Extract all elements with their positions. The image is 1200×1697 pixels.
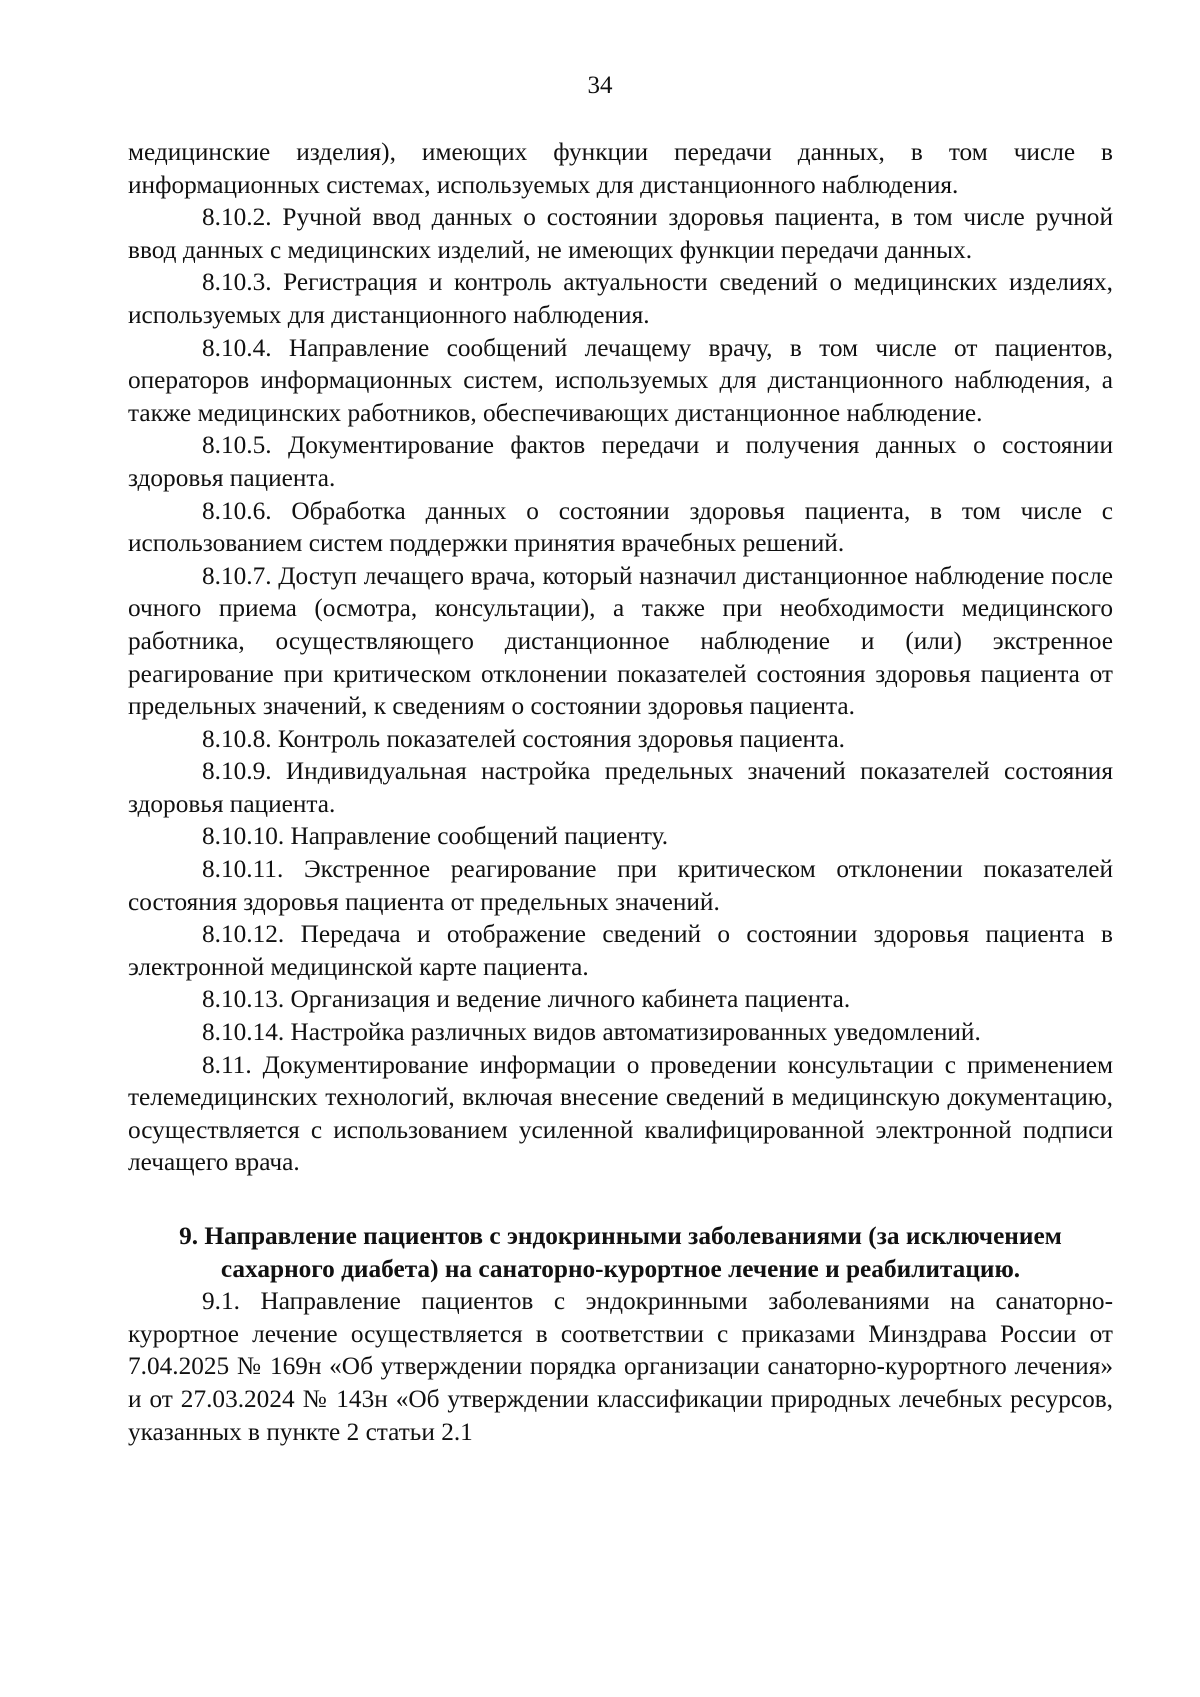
paragraph-8-10-9: 8.10.9. Индивидуальная настройка предельных значений показателей состояния здоровья пациента. xyxy=(128,757,1113,818)
paragraph-8-10-12: 8.10.12. Передача и отображение сведений о состоянии здоровья пациента в электронной медицинской карте пациента. xyxy=(128,920,1113,981)
paragraph-8-10-11: 8.10.11. Экстренное реагирование при критическом отклонении показателей состояния здоровья пациента от предельных значений. xyxy=(128,855,1113,916)
paragraph-8-10-10: 8.10.10. Направление сообщений пациенту. xyxy=(202,822,669,851)
paragraph-8-10-4: 8.10.4. Направление сообщений лечащему врачу, в том числе от пациентов, операторов информационных систем, используемых для дистанционного наблюдения, а также медицинских работников, обеспечивающих дистанционное наблюдение. xyxy=(128,333,1113,427)
paragraph-8-10-2: 8.10.2. Ручной ввод данных о состоянии здоровья пациента, в том числе ручной ввод данных с медицинских изделий, не имеющих функции передачи данных. xyxy=(128,203,1113,264)
paragraph-continuation: медицинские изделия), имеющих функции передачи данных, в том числе в информационных системах, используемых для дистанционного наблюдения. xyxy=(128,138,1113,199)
paragraph-8-11: 8.11. Документирование информации о проведении консультации с применением телемедицинских технологий, включая внесение сведений в медицинскую документацию, осуществляется с использованием усиленной квалифицированной электронной подписи лечащего врача. xyxy=(128,1050,1113,1177)
section-heading-9: 9. Направление пациентов с эндокринными заболеваниями (за исключением сахарного диабета) на санаторно-курортное лечение и реабилитацию. xyxy=(179,1222,1062,1283)
paragraph-8-10-8: 8.10.8. Контроль показателей состояния здоровья пациента. xyxy=(202,724,845,753)
paragraph-9-1: 9.1. Направление пациентов с эндокринными заболеваниями на санаторно-курортное лечение осуществляется в соответствии с приказами Минздрава России от 7.04.2025 № 169н «Об утверждении порядка организации санаторно-курортного лечения» и от 27.03.2024 № 143н «Об утверждении классификации природных лечебных ресурсов, указанных в пункте 2 статьи 2.1 xyxy=(128,1287,1113,1446)
page-number: 34 xyxy=(587,72,613,99)
document-body xyxy=(128,136,1113,1448)
paragraph-8-10-7: 8.10.7. Доступ лечащего врача, который назначил дистанционное наблюдение после очного приема (осмотра, консультации), а также при необходимости медицинского работника, осуществляющего дистанционное наблюдение и (или) экстренное реагирование при критическом отклонении показателей состояния здоровья пациента от предельных значений, к сведениям о состоянии здоровья пациента. xyxy=(128,561,1113,721)
paragraph-8-10-13: 8.10.13. Организация и ведение личного кабинета пациента. xyxy=(202,985,851,1014)
paragraph-8-10-5: 8.10.5. Документирование фактов передачи и получения данных о состоянии здоровья пациента. xyxy=(128,431,1113,492)
paragraph-8-10-14: 8.10.14. Настройка различных видов автоматизированных уведомлений. xyxy=(202,1018,981,1047)
paragraph-8-10-3: 8.10.3. Регистрация и контроль актуальности сведений о медицинских изделиях, используемых для дистанционного наблюдения. xyxy=(128,268,1113,329)
paragraph-8-10-6: 8.10.6. Обработка данных о состоянии здоровья пациента, в том числе с использованием систем поддержки принятия врачебных решений. xyxy=(128,496,1113,558)
